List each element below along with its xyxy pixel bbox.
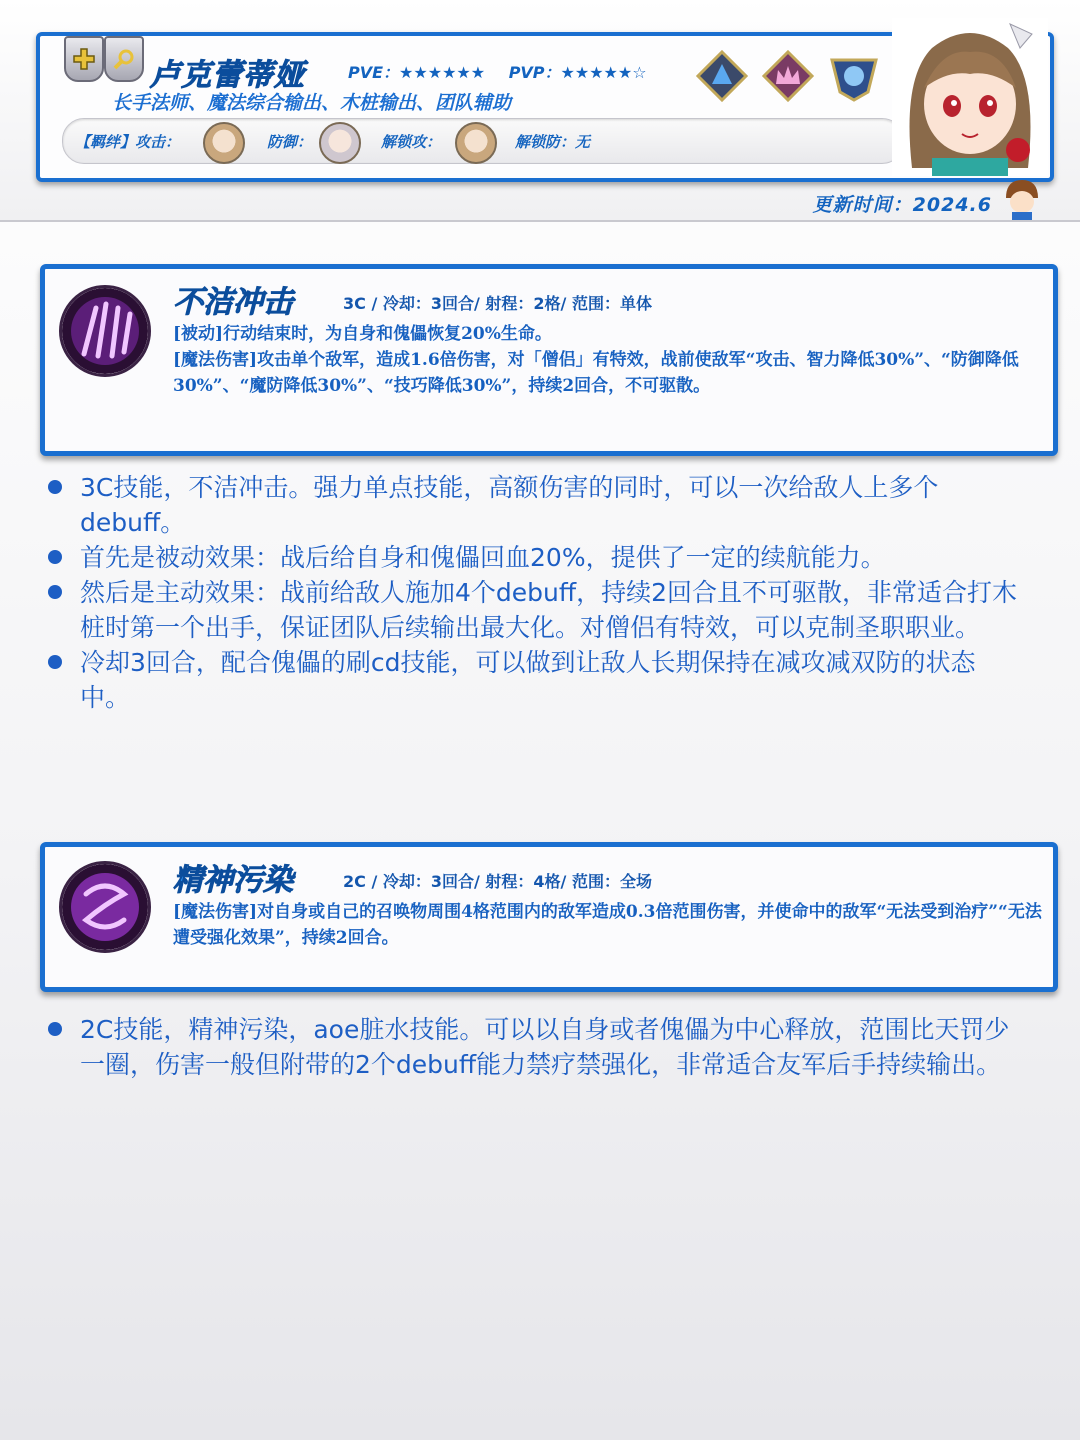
ratings — [348, 60, 665, 83]
list-item — [44, 575, 1024, 645]
pve-rating: PVE：★★★★★★ — [348, 63, 486, 82]
purple-swirl-icon — [59, 861, 151, 953]
skill1-notes — [44, 470, 1024, 715]
purple-claws-icon — [59, 285, 151, 377]
bond-unlock-defense-label: 解锁防：无 — [515, 133, 591, 151]
update-time: 更新时间：2024.6 — [812, 194, 992, 216]
note-text: 首先是被动效果：战后给自身和傀儡回血20%，提供了一定的续航能力。 — [80, 543, 886, 572]
note-text: 3C技能，不洁冲击。强力单点技能，高额伤害的同时，可以一次给敌人上多个debuff。 — [80, 473, 939, 537]
note-text: 冷却3回合，配合傀儡的刷cd技能，可以做到让敌人长期保持在减攻减双防的状态中。 — [80, 648, 976, 712]
skill-meta: 2C / 冷却：3回合/ 射程：4格/ 范围：全场 — [343, 872, 652, 891]
character-portrait — [892, 18, 1048, 176]
skill-description — [173, 899, 1045, 951]
skill2-notes — [44, 1012, 1024, 1082]
skill-meta: 3C / 冷却：3回合/ 射程：2格/ 范围：单体 — [343, 294, 652, 313]
skill-active-text: [魔法伤害]攻击单个敌军，造成1.6倍伤害，对「僧侣」有特效，战前使敌军“攻击、智力降低30%”、“防御降低30%”、“魔防降低30%”、“技巧降低30%”，持续2回合，不可驱散。 — [173, 350, 1019, 396]
cross-badge-icon — [64, 36, 104, 82]
skill-description — [173, 321, 1045, 399]
shield-emblem-icon — [828, 50, 880, 102]
pvp-rating: PVP：★★★★★☆ — [508, 63, 647, 82]
bond-unlock-attack-avatar — [455, 122, 497, 164]
skill-card-unclean-strike — [40, 264, 1058, 456]
skill-name: 不洁冲击 — [173, 285, 293, 320]
list-item — [44, 1012, 1024, 1082]
crown-icon — [762, 50, 814, 102]
note-text: 2C技能，精神污染，aoe脏水技能。可以以自身或者傀儡为中心释放，范围比天罚少一圈，伤害一般但附带的2个debuff能力禁疗禁强化，非常适合友军后手持续输出。 — [80, 1015, 1010, 1079]
role-tags: 长手法师、魔法综合输出、木桩输出、团队辅助 — [112, 92, 512, 114]
list-item — [44, 645, 1024, 715]
list-item — [44, 470, 1024, 540]
bond-defense-avatar — [319, 122, 361, 164]
magnifier-badge-icon — [104, 36, 144, 82]
skill-card-mental-pollution — [40, 842, 1058, 992]
list-item — [44, 540, 1024, 575]
skill-active-text: [魔法伤害]对自身或自己的召唤物周围4格范围内的敌军造成0.3倍范围伤害，并使命中的敌军“无法受到治疗”“无法遭受强化效果”，持续2回合。 — [173, 902, 1042, 948]
skill-passive-text: [被动]行动结束时，为自身和傀儡恢复20%生命。 — [173, 324, 552, 344]
bond-defense-label: 防御： — [267, 133, 313, 151]
bond-attack-label: 【羁绊】攻击： — [75, 133, 181, 151]
bond-attack-avatar — [203, 122, 245, 164]
chibi-mascot-icon — [1000, 176, 1044, 220]
mage-class-icon — [696, 50, 748, 102]
skill-name: 精神污染 — [173, 863, 293, 898]
character-name: 卢克蕾蒂娅 — [150, 58, 305, 93]
bond-bar — [62, 118, 904, 164]
bond-unlock-attack-label: 解锁攻： — [381, 133, 442, 151]
note-text: 然后是主动效果：战前给敌人施加4个debuff，持续2回合且不可驱散，非常适合打木桩时第一个出手，保证团队后续输出最大化。对僧侣有特效，可以克制圣职职业。 — [80, 578, 1018, 642]
